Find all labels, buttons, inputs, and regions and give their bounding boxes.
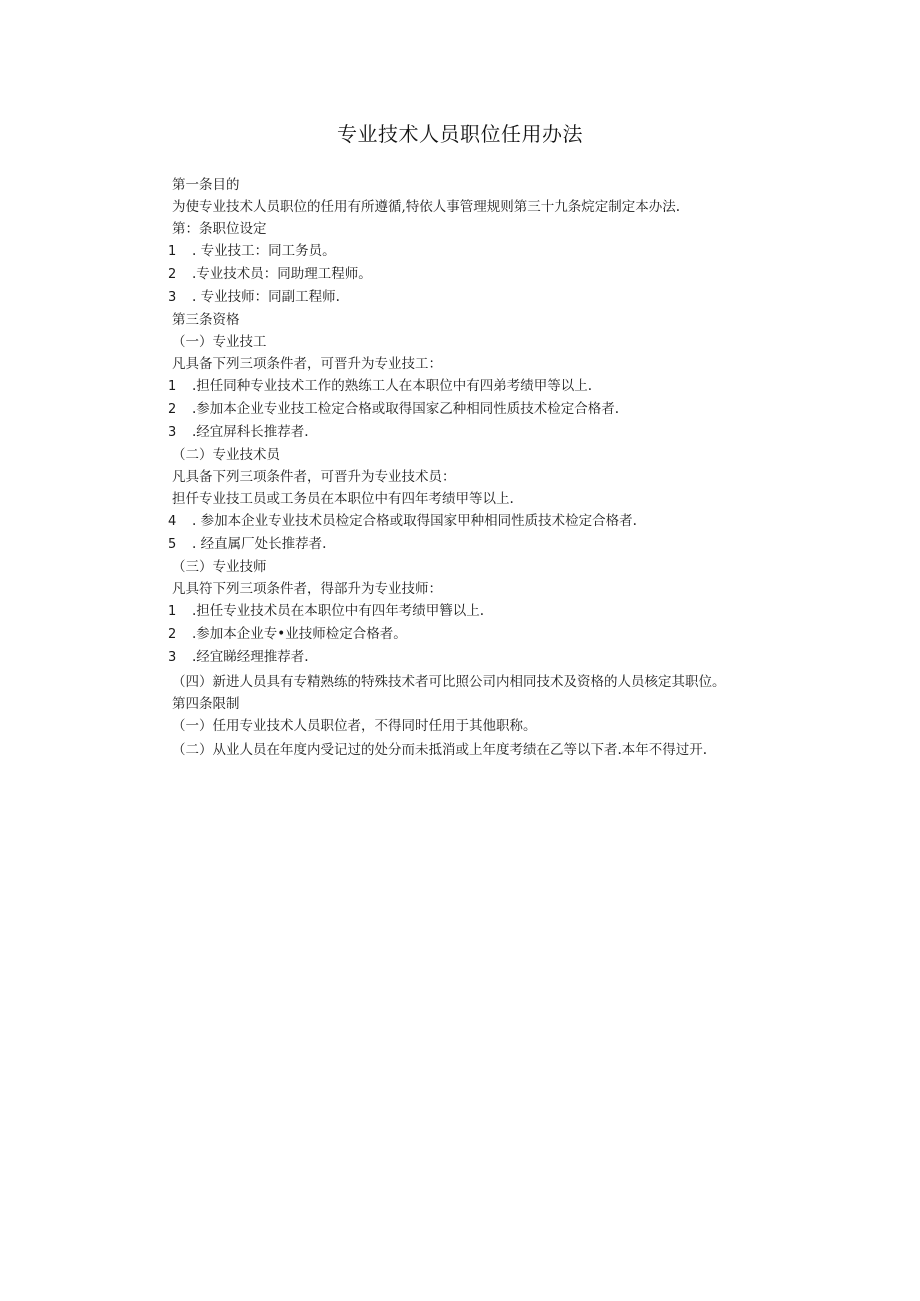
text-line: 凡具备下列三项条件者，可晋升为专业技工： — [172, 356, 442, 372]
item-text: .经宜屏科长推荐者. — [192, 424, 309, 440]
item-text: .担任同种专业技术工作的熟练工人在本职位中有四弟考绩甲等以上. — [192, 378, 593, 394]
text-line: 担仟专业技工员或工务员在本职位中有四年考绩甲等以上. — [172, 491, 514, 507]
item-number: 5 — [168, 537, 177, 552]
text-line: 第一条目的 — [172, 177, 240, 193]
text-line: （一）任用专业技术人员职位者，不得同时任用于其他职称。 — [172, 718, 537, 734]
item-text: . 专业技工：同工务员。 — [192, 243, 336, 259]
numbered-item — [138, 398, 778, 421]
item-text: .专业技术员：同助理工程师。 — [192, 266, 372, 282]
text-line: 第三条资格 — [172, 312, 240, 328]
numbered-item — [138, 646, 778, 669]
item-number: 1 — [168, 604, 177, 619]
text-line: 第四条限制 — [172, 696, 240, 712]
paragraph: （二）从业人员在年度内受记过的处分而未抵消或上年度考绩在乙等以下者.本年不得过开. — [172, 742, 708, 758]
item-number: 3 — [168, 290, 177, 305]
item-number: 3 — [168, 650, 177, 665]
item-number: 2 — [168, 267, 177, 282]
numbered-item — [138, 510, 778, 533]
item-number: 1 — [168, 244, 177, 259]
item-number: 3 — [168, 425, 177, 440]
numbered-item — [138, 421, 778, 444]
item-text: . 经直属厂处长推荐者. — [192, 536, 327, 552]
item-text: .参加本企业专业技工检定合格或取得国家乙种相同性质技术检定合格者. — [192, 401, 620, 417]
text-line: 凡具符下列三项条件者，得部升为专业技师： — [172, 581, 442, 597]
item-text: . 专业技师：同副工程师. — [192, 289, 340, 305]
numbered-item — [138, 375, 778, 398]
document-body — [138, 174, 778, 761]
text-line: 凡具备下列三项条件者，可晋升为专业技术员： — [172, 469, 456, 485]
text-line: （三）专业技师 — [172, 559, 267, 575]
item-text: .经宜睇经理推荐者. — [192, 649, 309, 665]
numbered-item — [138, 263, 778, 286]
item-number: 2 — [168, 402, 177, 417]
text-line: 第：条职位设定 — [172, 221, 267, 237]
item-text: .担任专业技术员在本职位中有四年考绩甲簪以上. — [192, 603, 485, 619]
numbered-item — [138, 240, 778, 263]
numbered-item — [138, 286, 778, 309]
paragraph: （四）新进人员具有专精熟练的特殊技术者可比照公司内相同技术及资格的人员核定其职位。 — [172, 674, 726, 690]
text-line: 为使专业技术人员职位的任用有所遵循,特依人事管理规则第三十九条烷定制定本办法. — [172, 199, 681, 215]
item-number: 2 — [168, 627, 177, 642]
item-number: 1 — [168, 379, 177, 394]
numbered-item — [138, 600, 778, 623]
document-title: 专业技术人员职位任用办法 — [337, 122, 583, 146]
item-text: .参加本企业专•业技师检定合格者。 — [192, 626, 407, 642]
text-line: （二）专业技术员 — [172, 447, 280, 463]
item-text: . 参加本企业专业技术员检定合格或取得国家甲种相同性质技术检定合格者. — [192, 513, 637, 529]
item-number: 4 — [168, 514, 177, 529]
numbered-item — [138, 533, 778, 556]
numbered-item — [138, 623, 778, 646]
text-line: （一）专业技工 — [172, 334, 267, 350]
